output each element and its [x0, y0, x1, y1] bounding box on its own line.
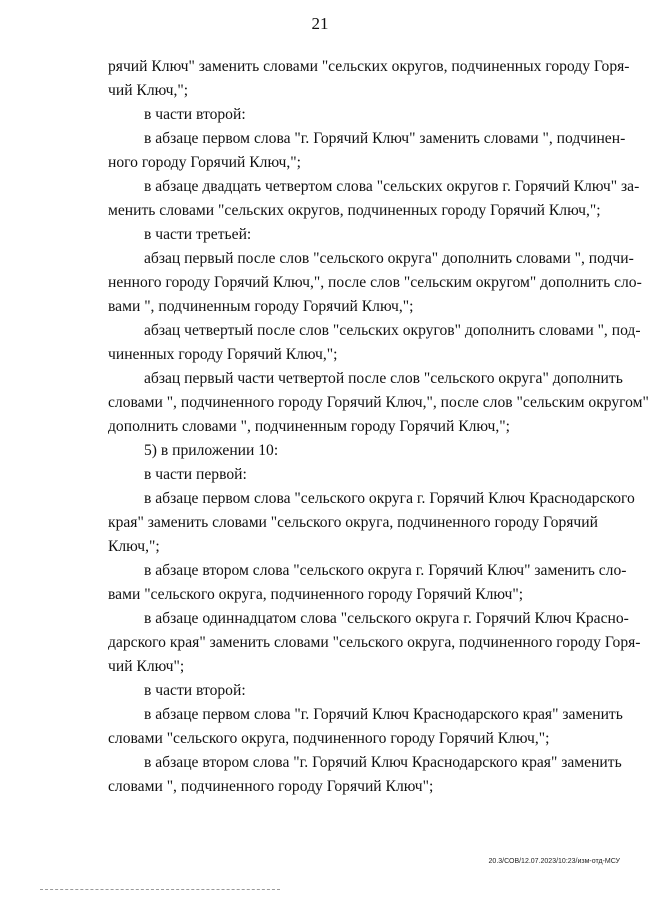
- scan-edge-mark: [40, 889, 280, 890]
- page-number: 21: [311, 14, 329, 33]
- text-line: ного городу Горячий Ключ,";: [108, 154, 301, 171]
- text-line: менить словами "сельских округов, подчиненных городу Горячий Ключ,";: [108, 202, 601, 219]
- text-line: словами ", подчиненного городу Горячий Ключ,", после слов "сельским округом": [108, 394, 649, 411]
- text-line: чий Ключ";: [108, 658, 185, 675]
- text-line: словами ", подчиненного городу Горячий Ключ";: [108, 778, 434, 795]
- text-line: дополнить словами ", подчиненным городу Горячий Ключ,";: [108, 418, 510, 435]
- text-line: абзац первый части четвертой после слов "сельского округа" дополнить: [144, 370, 623, 387]
- text-line: в абзаце двадцать четвертом слова "сельских округов г. Горячий Ключ" за-: [144, 178, 640, 195]
- text-line: ненного городу Горячий Ключ,", после слов "сельским округом" дополнить сло-: [108, 274, 642, 291]
- document-code: 20.3/СОВ/12.07.2023/10:23/изм-отд-МСУ: [488, 858, 620, 865]
- text-line: абзац четвертый после слов "сельских округов" дополнить словами ", под-: [144, 322, 641, 339]
- text-line: в абзаце втором слова "г. Горячий Ключ Краснодарского края" заменить: [144, 754, 622, 771]
- text-line: 5) в приложении 10:: [144, 442, 279, 459]
- text-line: вами ", подчиненным городу Горячий Ключ,";: [108, 298, 414, 315]
- text-line: словами "сельского округа, подчиненного городу Горячий Ключ,";: [108, 730, 550, 747]
- text-line: чиненных городу Горячий Ключ,";: [108, 346, 338, 363]
- text-line: вами "сельского округа, подчиненного городу Горячий Ключ";: [108, 586, 524, 603]
- text-line: в абзаце первом слова "г. Горячий Ключ" заменить словами ", подчинен-: [144, 130, 626, 147]
- text-line: чий Ключ,";: [108, 82, 189, 99]
- text-line: абзац первый после слов "сельского округа" дополнить словами ", подчи-: [144, 250, 634, 267]
- text-line: дарского края" заменить словами "сельского округа, подчиненного городу Горя-: [108, 634, 641, 651]
- text-line: в абзаце одиннадцатом слова "сельского округа г. Горячий Ключ Красно-: [144, 610, 629, 627]
- text-line: в части второй:: [144, 682, 246, 699]
- text-line: в части первой:: [144, 466, 247, 483]
- text-line: края" заменить словами "сельского округа, подчиненного городу Горячий: [108, 514, 598, 531]
- text-line: в части второй:: [144, 106, 246, 123]
- text-line: в абзаце первом слова "г. Горячий Ключ Краснодарского края" заменить: [144, 706, 623, 723]
- text-line: Ключ,";: [108, 538, 160, 555]
- text-line: в абзаце втором слова "сельского округа г. Горячий Ключ" заменить сло-: [144, 562, 627, 579]
- text-line: рячий Ключ" заменить словами "сельских округов, подчиненных городу Горя-: [108, 58, 630, 75]
- text-line: в абзаце первом слова "сельского округа г. Горячий Ключ Краснодарского: [144, 490, 635, 507]
- text-line: в части третьей:: [144, 226, 252, 243]
